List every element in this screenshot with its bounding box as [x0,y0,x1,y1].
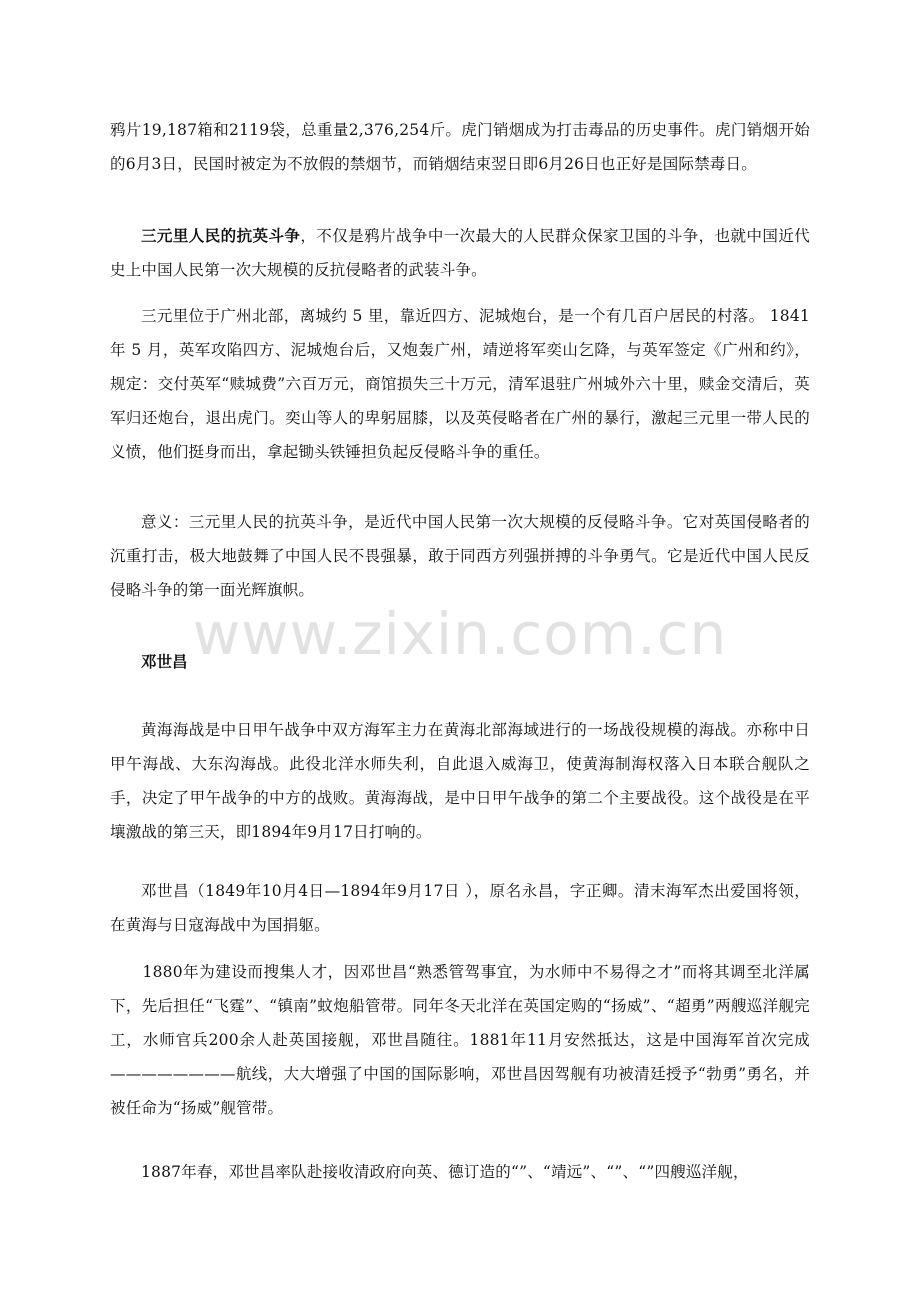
paragraph-opium-destruction: 鸦片19,187箱和2119袋，总重量2,376,254斤。虎门销烟成为打击毒品的历史事件。虎门销烟开始的6月3日，民国时被定为不放假的禁烟节，而销烟结束翌日即6月26日也正好是国际禁毒日。 [110,121,810,173]
paragraph-sanyuanli-significance: 意义：三元里人民的抗英斗争，是近代中国人民第一次大规模的反侵略斗争。它对英国侵略者的沉重打击，极大地鼓舞了中国人民不畏强暴，敢于同西方列强拼搏的斗争勇气。它是近代中国人民反侵略斗争的第一面光辉旗帜。 [110,513,810,599]
section-heading-deng-shichang: 邓世昌 [141,652,188,671]
paragraph-sanyuanli-intro [110,219,810,287]
watermark: www.zixin.com.cn [192,600,728,668]
paragraph-1887: 1887年春，邓世昌率队赴接收清政府向英、德订造的“”、“靖远”、“”、“”四艘巡洋舰， [141,1163,749,1181]
sanyuanli-intro-text: ，不仅是鸦片战争中一次最大的人民群众保家卫国的斗争，也就中国近代史上中国人民第一次大规模的反抗侵略者的武装斗争。 [110,227,810,279]
paragraph-sanyuanli-location: 三元里位于广州北部，离城约 5 里，靠近四方、泥城炮台，是一个有几百户居民的村落。 1841 年 5 月，英军攻陷四方、泥城炮台后，又炮轰广州，靖逆将军奕山乞降，与英军签定《广州和约》，规定：交付英军“赎城费”六百万元，商馆损失三十万元，清军退驻广州城外六十里，赎金交清后，英军归还炮台，退出虎门。奕山等人的卑躬屈膝，以及英侵略者在广州的暴行，激起三元里一带人民的义愤，他们挺身而出，拿起锄头铁锤担负起反侵略斗争的重任。 [110,307,810,461]
sanyuanli-title: 三元里人民的抗英斗争 [141,226,301,245]
paragraph-1880: 1880年为建设而搜集人才，因邓世昌“熟悉管驾事宜，为水师中不易得之才”而将其调至北洋属下，先后担任“飞霆”、“镇南”蚊炮船管带。同年冬天北洋在英国定购的“扬威”、“超勇”两艘巡洋舰完工，水师官兵200余人赴英国接舰，邓世昌随往。1881年11月安然抵达，这是中国海军首次完成————————航线，大大增强了中国的国际影响，邓世昌因驾舰有功被清廷授予“勃勇”勇名，并被任命为“扬威”舰管带。 [110,963,810,1117]
paragraph-deng-shichang-bio: 邓世昌（1849年10月4日—1894年9月17日 ），原名永昌，字正卿。清末海军杰出爱国将领，在黄海与日寇海战中为国捐躯。 [110,882,810,934]
paragraph-yellow-sea-battle: 黄海海战是中日甲午战争中双方海军主力在黄海北部海域进行的一场战役规模的海战。亦称中日甲午海战、大东沟海战。此役北洋水师失利，自此退入威海卫，使黄海制海权落入日本联合舰队之手，决定了甲午战争的中方的战败。黄海海战，是中日甲午战争的第二个主要战役。这个战役是在平壤激战的第三天，即1894年9月17日打响的。 [110,721,810,841]
